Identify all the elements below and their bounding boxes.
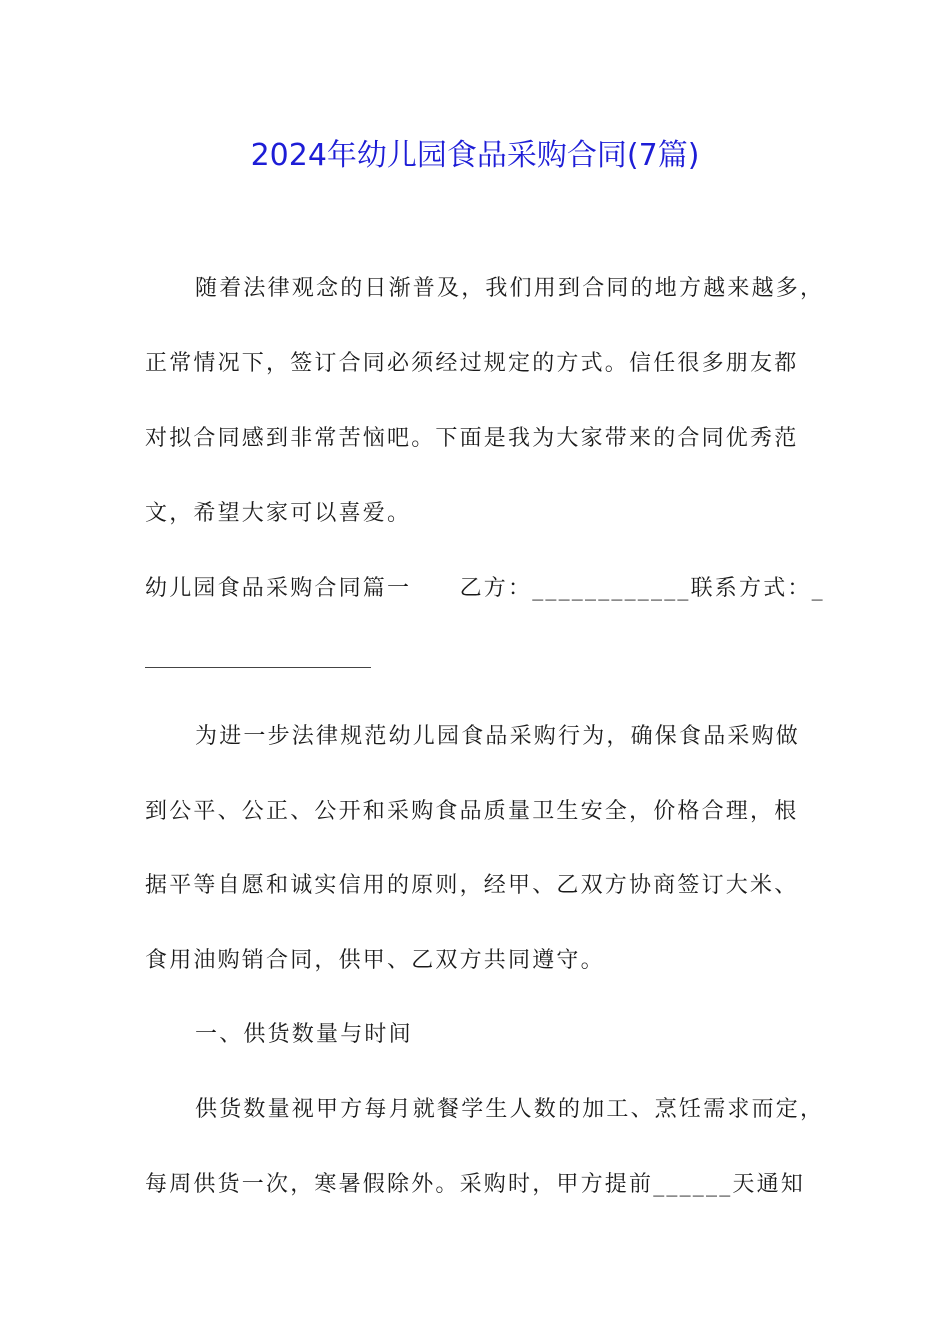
supply-line-1: 供货数量视甲方每月就餐学生人数的加工、烹饪需求而定，: [195, 1097, 825, 1122]
intro-line-1: 随着法律观念的日渐普及，我们用到合同的地方越来越多，: [195, 276, 825, 301]
intro-line-2: 正常情况下，签订合同必须经过规定的方式。信任很多朋友都: [145, 351, 799, 376]
purpose-line-1: 为进一步法律规范幼儿园食品采购行为，确保食品采购做: [195, 724, 801, 749]
intro-line-4: 文，希望大家可以喜爱。: [145, 501, 412, 526]
purpose-line-3: 据平等自愿和诚实信用的原则，经甲、乙双方协商签订大米、: [145, 873, 799, 898]
intro-line-3: 对拟合同感到非常苦恼吧。下面是我为大家带来的合同优秀范: [145, 426, 799, 451]
supply-line-2: 每周供货一次，寒暑假除外。采购时，甲方提前______天通知: [145, 1172, 806, 1197]
purpose-line-4: 食用油购销合同，供甲、乙双方共同遵守。: [145, 948, 605, 973]
document-title: 2024年幼儿园食品采购合同(7篇): [250, 138, 700, 173]
clause-heading-1: 一、供货数量与时间: [195, 1022, 413, 1047]
section-heading-line: 幼儿园食品采购合同篇一 乙方：____________联系方式：_: [145, 576, 825, 601]
contact-blank-rule: [145, 667, 371, 668]
purpose-line-2: 到公平、公正、公开和采购食品质量卫生安全，价格合理，根: [145, 799, 799, 824]
